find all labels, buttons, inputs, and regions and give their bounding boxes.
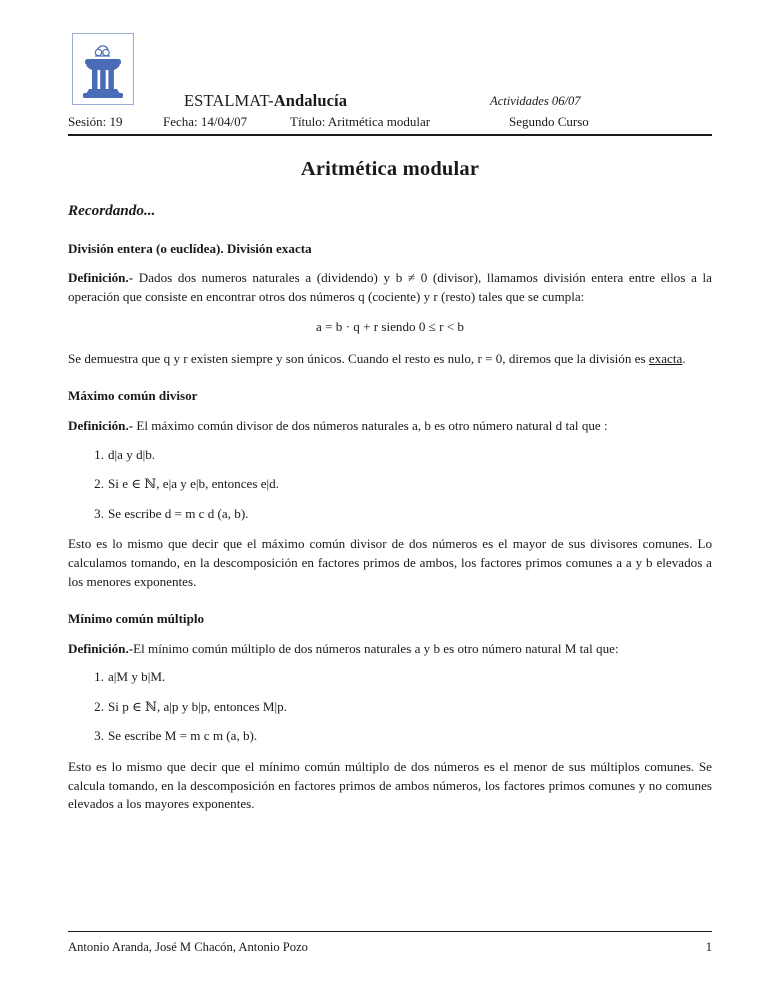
division-note-part2: . (682, 350, 686, 366)
list-item: a|M y b|M. (108, 669, 166, 685)
intro-heading: Recordando... (68, 202, 156, 219)
division-note (68, 350, 712, 369)
date-field: Fecha: 14/04/07 (163, 114, 248, 129)
division-note-part1: Se demuestra que q y r existen siempre y son únicos. Cuando el resto es nulo, r = 0, diremos que la división es (68, 350, 649, 366)
section-heading-mcm: Mínimo común múltiplo (68, 611, 205, 627)
activities-label: Actividades 06/07 (490, 94, 581, 108)
definition-mcm (68, 640, 712, 659)
list-item: Se escribe d = m c d (a, b). (108, 505, 249, 521)
list-item: Si e ∈ ℕ, e|a y e|b, entonces e|d. (108, 476, 279, 492)
division-note-exacta: exacta (648, 350, 683, 366)
definition-division (68, 269, 712, 306)
list-item: d|a y d|b. (108, 446, 156, 462)
list-item: Se escribe M = m c m (a, b). (108, 728, 258, 744)
definition-text: El mínimo común múltiplo de dos números naturales a y b es otro número natural M tal que: (133, 640, 619, 656)
header-org-line (68, 91, 712, 113)
course-field: Segundo Curso (509, 114, 589, 129)
header-divider (68, 134, 712, 136)
equation-division: a = b · q + r siendo 0 ≤ r < b (316, 319, 464, 335)
footer-divider (68, 931, 712, 932)
definition-text: El máximo común divisor de dos números naturales a, b es otro número natural d tal que : (133, 418, 608, 434)
section-heading-mcd: Máximo común divisor (68, 388, 198, 404)
definition-label: Definición.- (68, 270, 134, 286)
session-field: Sesión: 19 (68, 114, 123, 129)
definition-label: Definición.- (68, 418, 134, 434)
definition-text: Dados dos numeros naturales a (dividendo) y b ≠ 0 (divisor), llamamos división entera entre ellos a la operación que consiste en encontrar otros dos números q (cociente) y r (resto) tales que se cumpla: (68, 270, 712, 304)
mcd-properties-list (68, 446, 712, 524)
mcm-properties-list (68, 668, 712, 746)
section-heading-division: División entera (o euclídea). División exacta (68, 240, 312, 256)
organization-region: Andalucía (273, 91, 348, 110)
mcd-explanation: Esto es lo mismo que decir que el máximo común divisor de dos números es el mayor de sus divisores comunes. Lo calculamos tomando, en la descomposición en factores primos de ambos, los factores primos comunes a a y b elevados a los menores exponentes. (68, 536, 712, 589)
definition-label: Definición.- (68, 640, 134, 656)
mcm-explanation: Esto es lo mismo que decir que el mínimo común múltiplo de dos números es el menor de sus múltiplos comunes. Se calcula tomando, en la descomposición en factores primos de ambos números, los factores primos comunes y no comunes elevados a los mayores exponentes. (68, 758, 712, 812)
document-body (68, 200, 712, 826)
header-meta-line (68, 114, 712, 134)
organization-name (184, 91, 347, 111)
definition-mcd (68, 417, 712, 436)
organization-prefix: ESTALMAT- (184, 91, 274, 110)
list-item: Si p ∈ ℕ, a|p y b|p, entonces M|p. (108, 698, 287, 714)
page-number: 1 (705, 940, 712, 954)
page-title: Aritmética modular (300, 158, 480, 180)
title-field: Título: Aritmética modular (290, 114, 431, 129)
footer-authors: Antonio Aranda, José M Chacón, Antonio Pozo (68, 940, 308, 954)
